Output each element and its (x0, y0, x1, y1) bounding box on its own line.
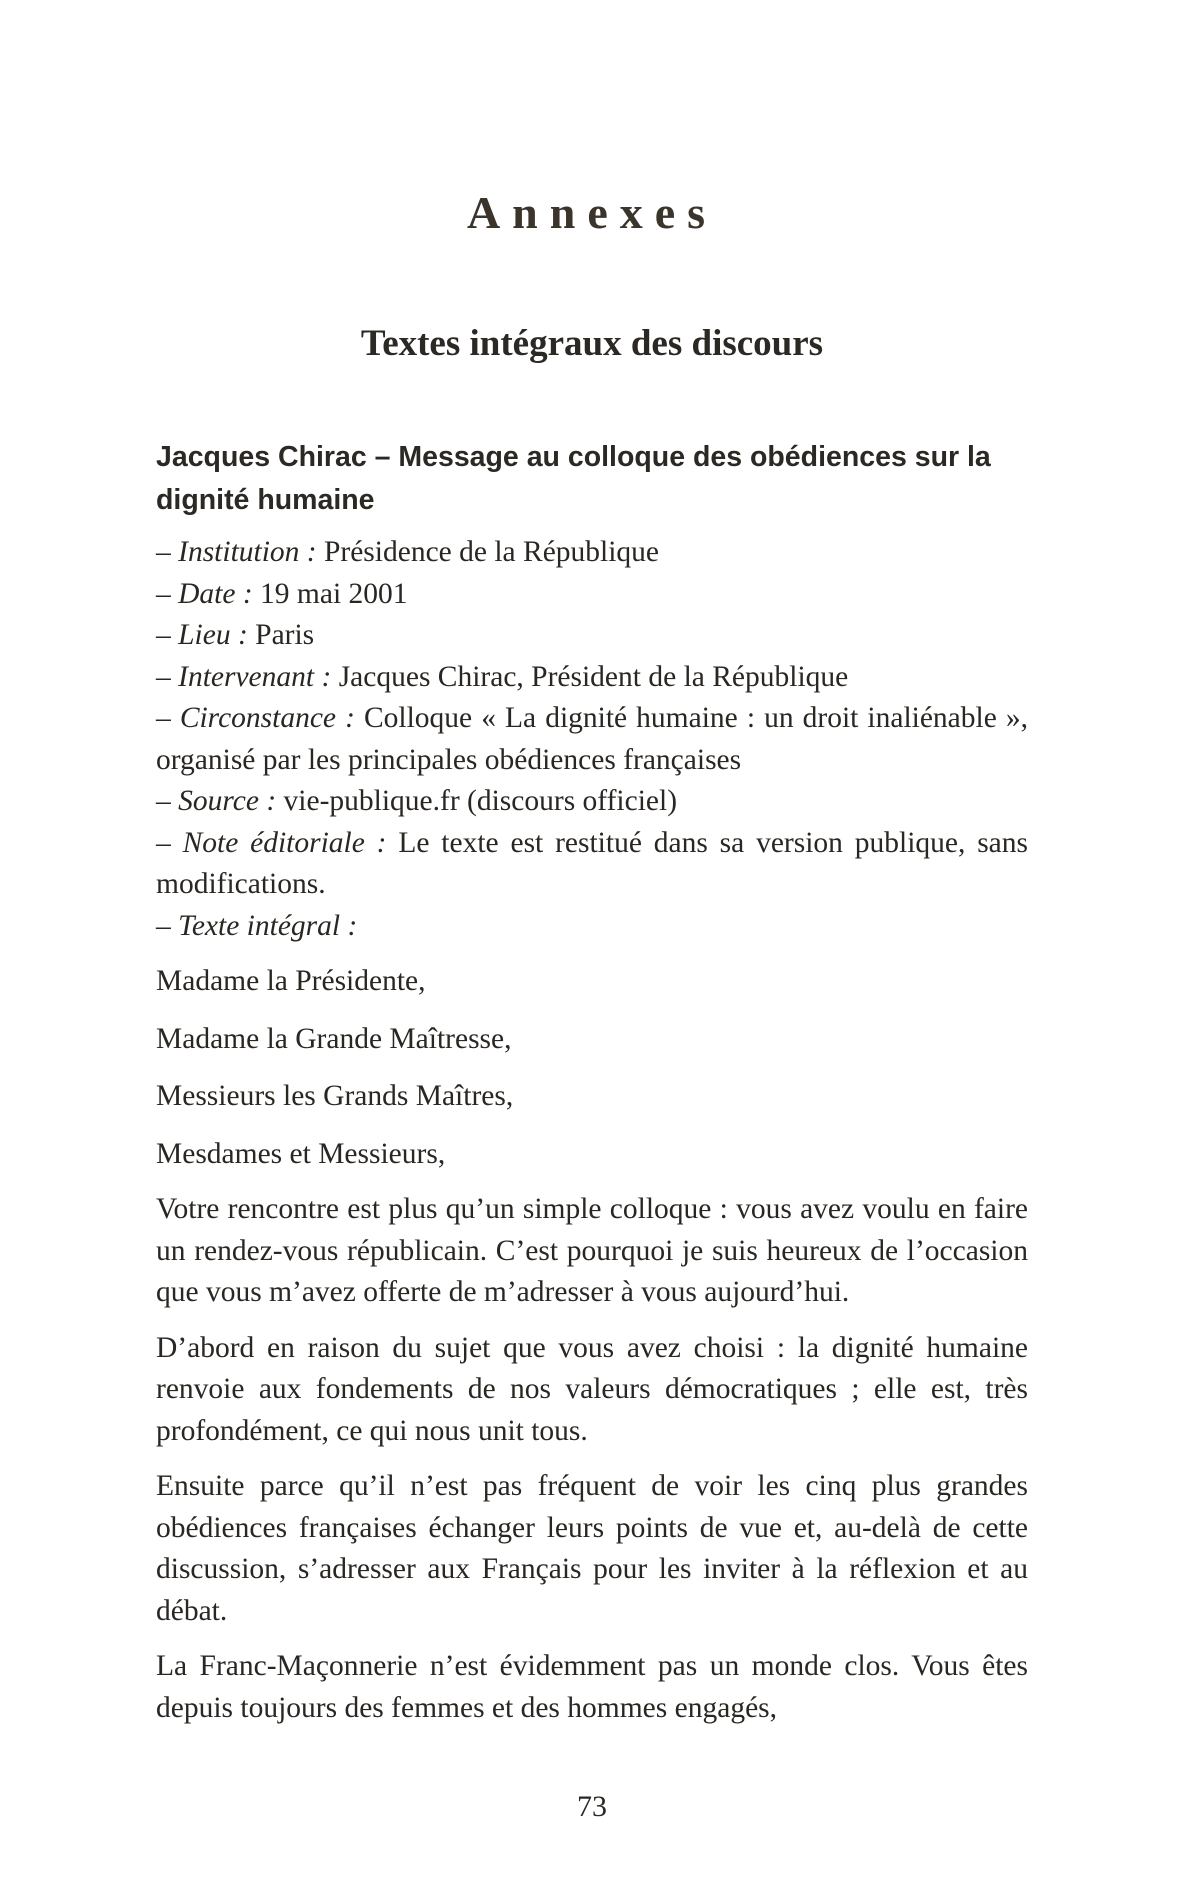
speech-metadata (156, 532, 1028, 947)
body-paragraph: D’abord en raison du sujet que vous avez choisi : la dignité humaine renvoie aux fondements de nos valeurs démocratiques ; elle est, très profondément, ce qui nous unit tous. (156, 1331, 1028, 1447)
meta-label: Institution : (178, 536, 317, 568)
meta-value: vie-publique.fr (discours officiel) (283, 785, 678, 817)
body-paragraph: Votre rencontre est plus qu’un simple colloque : vous avez voulu en faire un rendez-vous républicain. C’est pourquoi je suis heureux de l’occasion que vous m’avez offerte de m’adresser à vous aujourd’hui. (156, 1193, 1028, 1308)
speech-heading: Jacques Chirac – Message au colloque des obédiences sur la dignité humaine (156, 441, 991, 516)
document-page (156, 0, 1028, 1888)
meta-source: – Source : vie-publique.fr (discours officiel) (156, 785, 678, 817)
meta-label: Date : (178, 577, 253, 610)
meta-label: Lieu : (178, 619, 248, 651)
meta-label: Intervenant : (178, 660, 332, 693)
meta-intervenant: – Intervenant : Jacques Chirac, Président de la République (156, 660, 849, 693)
meta-label: Note éditoriale : (182, 826, 387, 859)
meta-institution: – Institution : Présidence de la République (156, 536, 660, 568)
meta-note-editoriale: – Note éditoriale : Le texte est restitué dans sa version publique, sans modifications. (156, 826, 1029, 900)
meta-circonstance: – Circonstance : Colloque « La dignité humaine : un droit inaliénable », organisé par les principales obédiences françaises (156, 702, 1029, 776)
meta-label: Circonstance : (179, 702, 355, 734)
chapter-title: Annexes (466, 187, 718, 238)
meta-value: Présidence de la République (323, 536, 660, 568)
salutation-line: Madame la Grande Maîtresse, (156, 1022, 512, 1055)
page-number: 73 (577, 1790, 607, 1823)
meta-label: Source : (178, 785, 277, 817)
meta-label: Texte intégral : (178, 909, 358, 942)
meta-value: Le texte est restitué dans sa version publique, sans modifications. (156, 826, 1029, 900)
page-content (156, 436, 1028, 1729)
meta-value: Jacques Chirac, Président de la République (338, 660, 849, 693)
meta-value: 19 mai 2001 (260, 577, 408, 610)
meta-value: Colloque « La dignité humaine : un droit inaliénable », organisé par les principales obédiences françaises (156, 702, 1029, 776)
salutation-line: Madame la Présidente, (156, 965, 426, 997)
salutation-line: Messieurs les Grands Maîtres, (156, 1080, 514, 1112)
meta-value: Paris (255, 619, 315, 651)
section-title: Textes intégraux des discours (360, 323, 824, 364)
salutation-line: Mesdames et Messieurs, (156, 1137, 446, 1170)
meta-texte-integral: – Texte intégral : (156, 909, 358, 942)
meta-date: – Date : 19 mai 2001 (156, 577, 408, 610)
meta-lieu: – Lieu : Paris (156, 619, 315, 651)
body-paragraph: La Franc-Maçonnerie n’est évidemment pas un monde clos. Vous êtes depuis toujours des femmes et des hommes engagés, (156, 1650, 1028, 1724)
body-paragraph: Ensuite parce qu’il n’est pas fréquent de voir les cinq plus grandes obédiences françaises échanger leurs points de vue et, au-delà de cette discussion, s’adresser aux Français pour les inviter à la réflexion et au débat. (156, 1470, 1028, 1627)
